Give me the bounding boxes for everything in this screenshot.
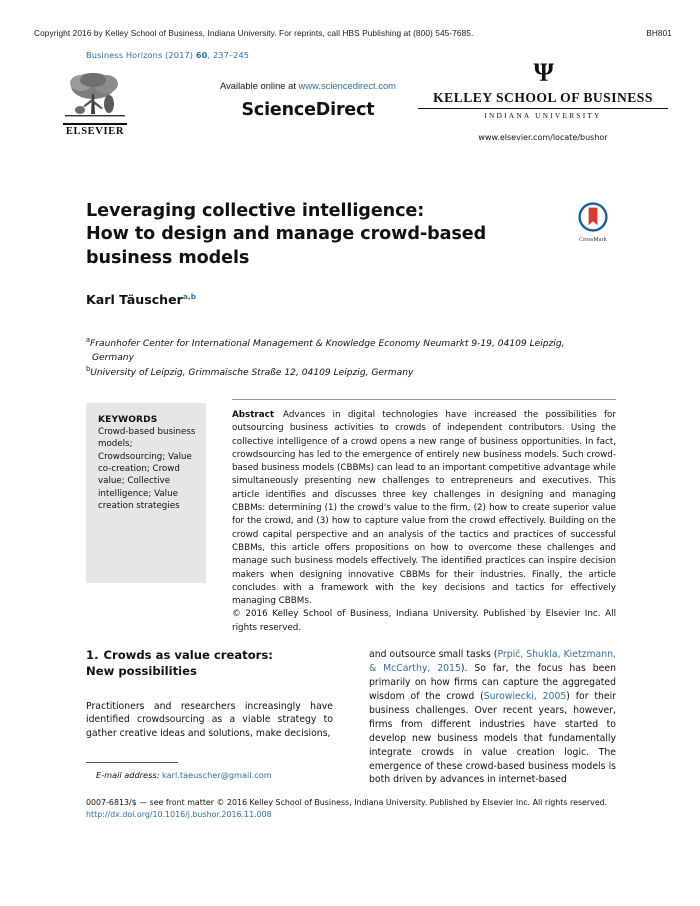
sciencedirect-link[interactable]: www.sciencedirect.com (298, 80, 396, 91)
top-copyright-strip (34, 28, 672, 38)
kelley-school-logo (418, 60, 668, 142)
citation-link-prpic[interactable]: Prpić, Shukla, Kietzmann, & McCarthy, 2015 (369, 649, 616, 674)
iu-trident-icon: Ψ (533, 58, 553, 87)
abstract-block (232, 399, 616, 635)
available-online-line (188, 80, 428, 91)
author-affiliation-marks: a,b (182, 292, 196, 302)
affiliation-b-mark: b (86, 365, 91, 374)
elsevier-wordmark: ELSEVIER (65, 125, 125, 137)
email-label: E-mail address: (96, 770, 160, 780)
title-line-1: Leveraging collective intelligence: (86, 201, 425, 221)
body-text-2: ). So far, the focus has been primarily on how firms can capture the aggregated wisdom of the crowd ( (369, 662, 616, 702)
footnote-rule (86, 762, 178, 763)
journal-name: Business Horizons (86, 50, 163, 60)
crossmark-label: CrossMark (579, 237, 607, 243)
crossmark-icon (578, 202, 608, 232)
body-column-left (86, 648, 333, 741)
journal-citation-line (86, 50, 249, 60)
body-paragraph-left: Practitioners and researchers increasingly have identified crowdsourcing as a viable strategy to gather creative ideas and solutions, make decisions, (86, 700, 333, 740)
affiliation-a-mark: a (86, 336, 91, 344)
citation-link-surowiecki[interactable]: Surowiecki, 2005 (483, 690, 567, 702)
available-online-text: Available online at (220, 80, 296, 91)
masthead (60, 58, 668, 156)
article-code: BH801 (646, 28, 672, 38)
keywords-heading: KEYWORDS (98, 415, 158, 425)
title-line-3: business models (86, 247, 250, 268)
elsevier-rule (63, 123, 127, 125)
section-heading (86, 648, 333, 680)
affiliation-a-line2: Germany (92, 352, 134, 363)
keywords-box (86, 403, 206, 583)
abstract-text (232, 409, 616, 635)
crossmark-badge[interactable] (570, 202, 616, 243)
affiliation-a-line1: Fraunhofer Center for International Management & Knowledge Economy Neumarkt 9-19, 04109 Leipzig, (90, 339, 565, 350)
body-column-right (369, 648, 616, 787)
body-text-1: and outsource small tasks ( (369, 649, 498, 660)
sciencedirect-wordmark: ScienceDirect (241, 100, 375, 120)
kelley-rule (418, 108, 668, 109)
keywords-list: Crowd-based business models; Crowdsourcing; Value co-creation; Crowd value; Collective intelligence; Value creation strategies (98, 427, 196, 512)
issn-copyright-line: 0007-6813/$ — see front matter © 2016 Kelley School of Business, Indiana University. Published by Elsevier Inc. All rights reserved. (86, 798, 608, 807)
section-title-line-1: Crowds as value creators: (103, 648, 273, 662)
section-number: 1. (86, 648, 99, 662)
kelley-school-name: KELLEY SCHOOL OF BUSINESS (433, 90, 653, 105)
journal-pages: , 237–245 (207, 50, 250, 60)
footnote-email-line (86, 770, 333, 780)
title-block (86, 200, 616, 307)
abstract-divider (232, 399, 616, 400)
author-name: Karl Täuscher (86, 292, 183, 308)
section-title-line-2: New possibilities (86, 663, 197, 678)
affiliation-b (86, 365, 616, 381)
author-email-link[interactable]: karl.taeuscher@gmail.com (162, 770, 272, 780)
affiliations-block (86, 336, 616, 381)
kelley-subtitle: INDIANA UNIVERSITY (484, 111, 602, 121)
author-line (86, 292, 616, 307)
journal-locate-url: www.elsevier.com/locate/bushor (478, 133, 608, 143)
affiliation-b-line1: University of Leipzig, Grimmaische Straße 12, 04109 Leipzig, Germany (90, 368, 414, 379)
affiliation-a (86, 336, 616, 352)
body-paragraph-right (369, 648, 616, 787)
abstract-label: Abstract (232, 410, 275, 420)
journal-volume: 60 (195, 50, 208, 60)
reprint-notice: Copyright 2016 by Kelley School of Business, Indiana University. For reprints, call HBS Publishing at (800) 545-7685. (34, 28, 474, 38)
abstract-body: Advances in digital technologies have increased the possibilities for outsourcing business activities to crowds of independent contributors. Using the collective intelligence of a crowd opens a new range of business opportunities. In fact, crowdsourcing has led to the emergence of entirely new business models. Such crowd-based business models (CBBMs) can lead to an important competitive advantage while simultaneously presenting new challenges to entrepreneurs and executives. This article identifies and discusses three key challenges in designing and managing CBBMs: determining (1) the crowd's value to the firm, (2) how to create superior value for the crowd, and (3) how to capture value from the crowd effectively. Building on the crowd capital perspective and an analysis of the tactics and practices of successful CBBMs, this article offers propositions on how to overcome these challenges and manage such business models effectively. The identified practices can inspire decision makers when designing innovative CBBMs for their industries. Finally, the article concludes with a framework with the key decisions and tactics for effectively managing CBBMs. (232, 410, 616, 607)
title-line-2: How to design and manage crowd-based (86, 224, 487, 245)
doi-link[interactable]: http://dx.doi.org/10.1016/j.bushor.2016.11.008 (86, 810, 272, 820)
elsevier-tree-icon (63, 70, 127, 122)
body-text-3: ) for their business challenges. Over recent years, however, firms from different industries have started to develop new business models that fundamentally integrate crowds in value creation logic. The emergence of these crowd-based business models is both driven by advances in internet-based (369, 690, 617, 786)
footnote-block (86, 762, 333, 780)
page-title (86, 200, 541, 270)
journal-year: (2017) (165, 50, 194, 60)
bottom-copyright-block (86, 797, 616, 822)
abstract-rights: © 2016 Kelley School of Business, Indiana University. Published by Elsevier Inc. All rights reserved. (232, 609, 616, 633)
sciencedirect-block (188, 80, 428, 120)
elsevier-logo (60, 70, 130, 137)
